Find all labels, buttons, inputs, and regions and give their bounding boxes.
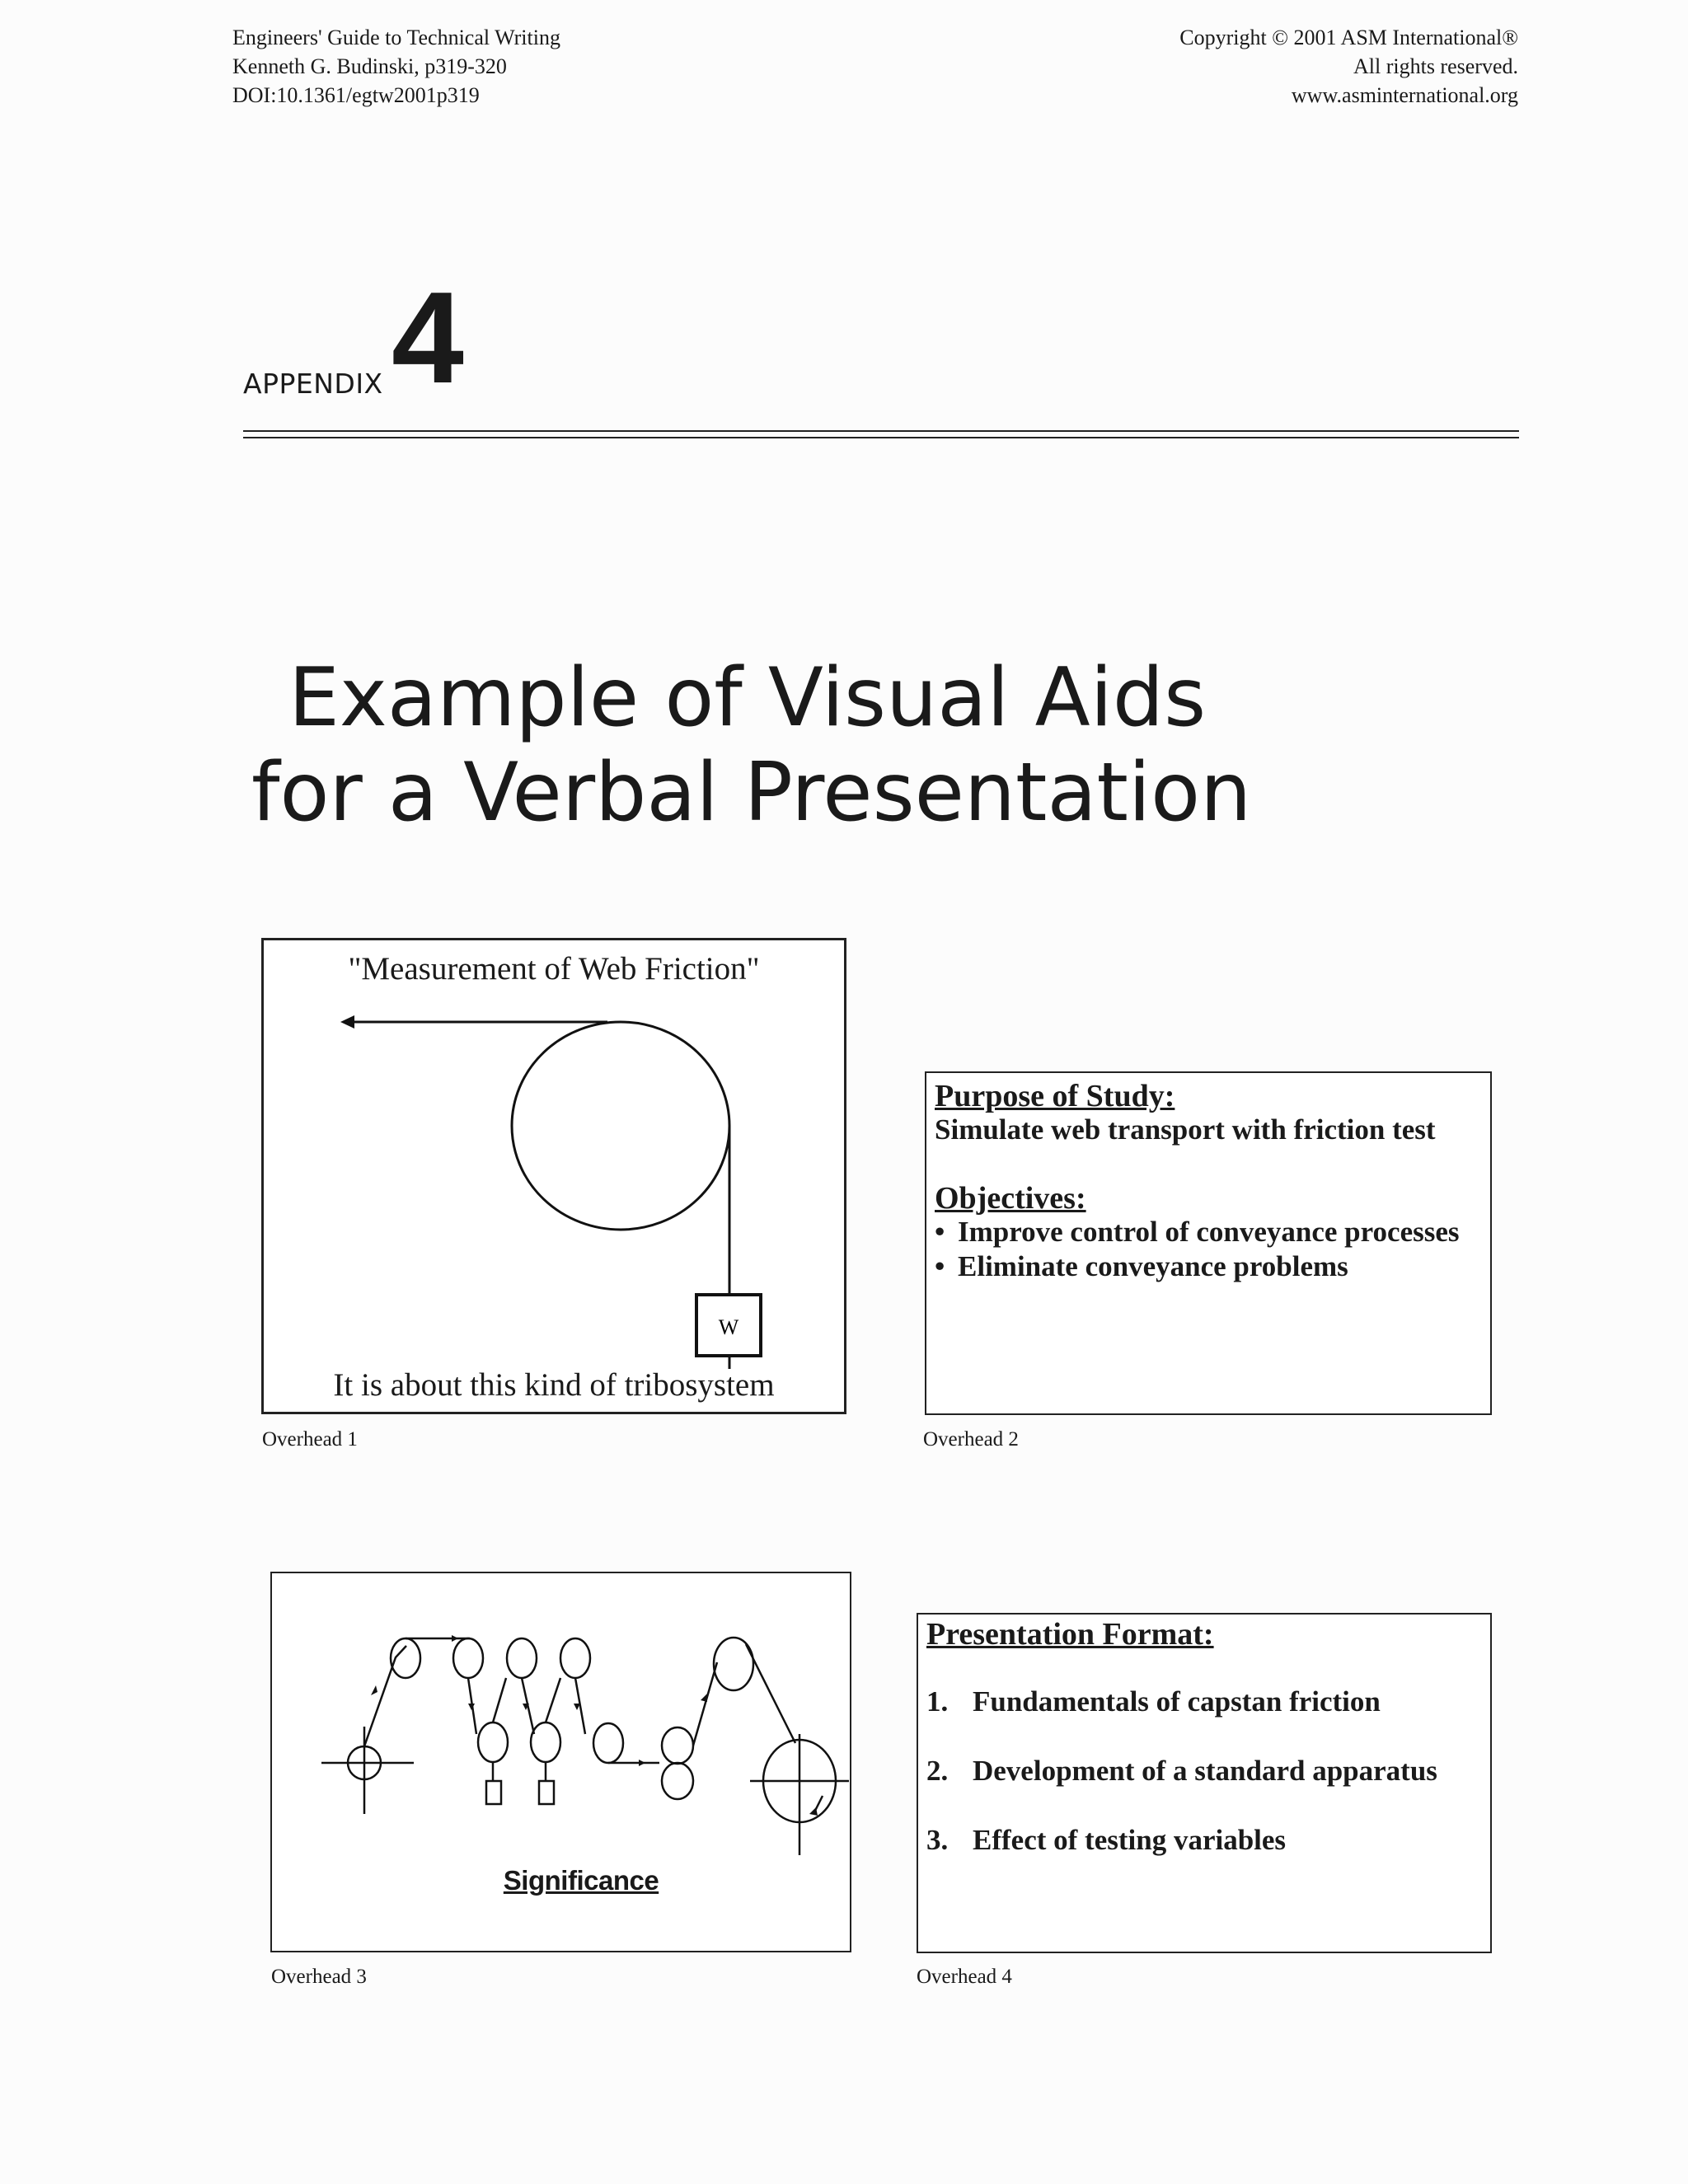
web-path-segment (493, 1678, 506, 1722)
format-heading: Presentation Format: (926, 1617, 1214, 1652)
list-item (926, 1824, 1482, 1857)
nip-rollers (662, 1727, 693, 1799)
overhead-3-panel (270, 1572, 851, 1952)
purpose-text: Simulate web transport with friction test (935, 1113, 1436, 1146)
page-title-line-2: for a Verbal Presentation (251, 746, 1252, 840)
web-path-segment (693, 1662, 717, 1746)
significance-label: Significance (503, 1865, 659, 1896)
overhead-1-footer: It is about this kind of tribosystem (333, 1367, 775, 1403)
overhead-1-title: "Measurement of Web Friction" (348, 951, 760, 987)
item-text: Fundamentals of capstan friction (973, 1685, 1381, 1718)
web-path-segment (746, 1644, 795, 1743)
doi: DOI:10.1361/egtw2001p319 (232, 83, 480, 107)
arrow-up-icon (701, 1694, 707, 1702)
overhead-2-caption: Overhead 2 (923, 1428, 1019, 1451)
dancer-weight (539, 1781, 554, 1804)
guide-roller (507, 1638, 537, 1678)
dancer-roller (531, 1722, 560, 1762)
overhead-1-caption: Overhead 1 (262, 1428, 358, 1451)
rights: All rights reserved. (1353, 54, 1518, 78)
item-number: 3. (926, 1824, 949, 1856)
arrow-right-icon (452, 1635, 458, 1642)
item-number: 2. (926, 1755, 949, 1787)
web-path-segment (546, 1678, 560, 1722)
item-text: Effect of testing variables (973, 1824, 1287, 1856)
guide-roller (593, 1723, 623, 1763)
author-pages: Kenneth G. Budinski, p319-320 (232, 54, 507, 78)
web-path-segment (364, 1646, 406, 1746)
list-item (926, 1685, 1482, 1718)
page-title-line-1: Example of Visual Aids (288, 651, 1207, 745)
appendix-label: APPENDIX (243, 368, 383, 400)
list-item (926, 1755, 1482, 1788)
overhead-2-panel (925, 1071, 1492, 1415)
objectives-heading: Objectives: (935, 1181, 1086, 1216)
format-list (926, 1685, 1482, 1857)
item-number: 1. (926, 1685, 949, 1718)
weight-label: W (718, 1315, 739, 1339)
arrow-left-icon (340, 1015, 354, 1029)
dancer-roller (478, 1722, 508, 1762)
appendix-number: 4 (392, 265, 464, 410)
list-item: • Eliminate conveyance problems (935, 1249, 1482, 1284)
overhead-4-caption: Overhead 4 (917, 1966, 1012, 1988)
arrow-up-icon (371, 1685, 377, 1695)
running-header-left (232, 23, 560, 110)
rewind-roll (750, 1734, 849, 1855)
list-item: • Improve control of conveyance processes (935, 1215, 1482, 1249)
overhead-3-caption: Overhead 3 (271, 1966, 367, 1988)
website: www.asminternational.org (1291, 83, 1518, 107)
running-header-right (1179, 23, 1518, 110)
guide-roller (560, 1638, 590, 1678)
book-title: Engineers' Guide to Technical Writing (232, 26, 560, 49)
capstan-diagram (264, 940, 844, 1412)
arrow-down-icon (574, 1704, 580, 1710)
overhead-1-panel (261, 938, 846, 1414)
copyright: Copyright © 2001 ASM International® (1179, 26, 1518, 49)
arrow-right-icon (639, 1760, 645, 1766)
dancer-weight (486, 1781, 501, 1804)
page-title (251, 651, 1251, 841)
heading-rule-bottom (243, 437, 1519, 438)
item-text: Development of a standard apparatus (973, 1755, 1437, 1787)
guide-roller (453, 1638, 483, 1678)
purpose-heading: Purpose of Study: (935, 1079, 1175, 1113)
capstan-roller (512, 1022, 729, 1230)
heading-rule-top (243, 430, 1519, 432)
overhead-4-panel (917, 1613, 1492, 1953)
objectives-list (935, 1215, 1482, 1284)
